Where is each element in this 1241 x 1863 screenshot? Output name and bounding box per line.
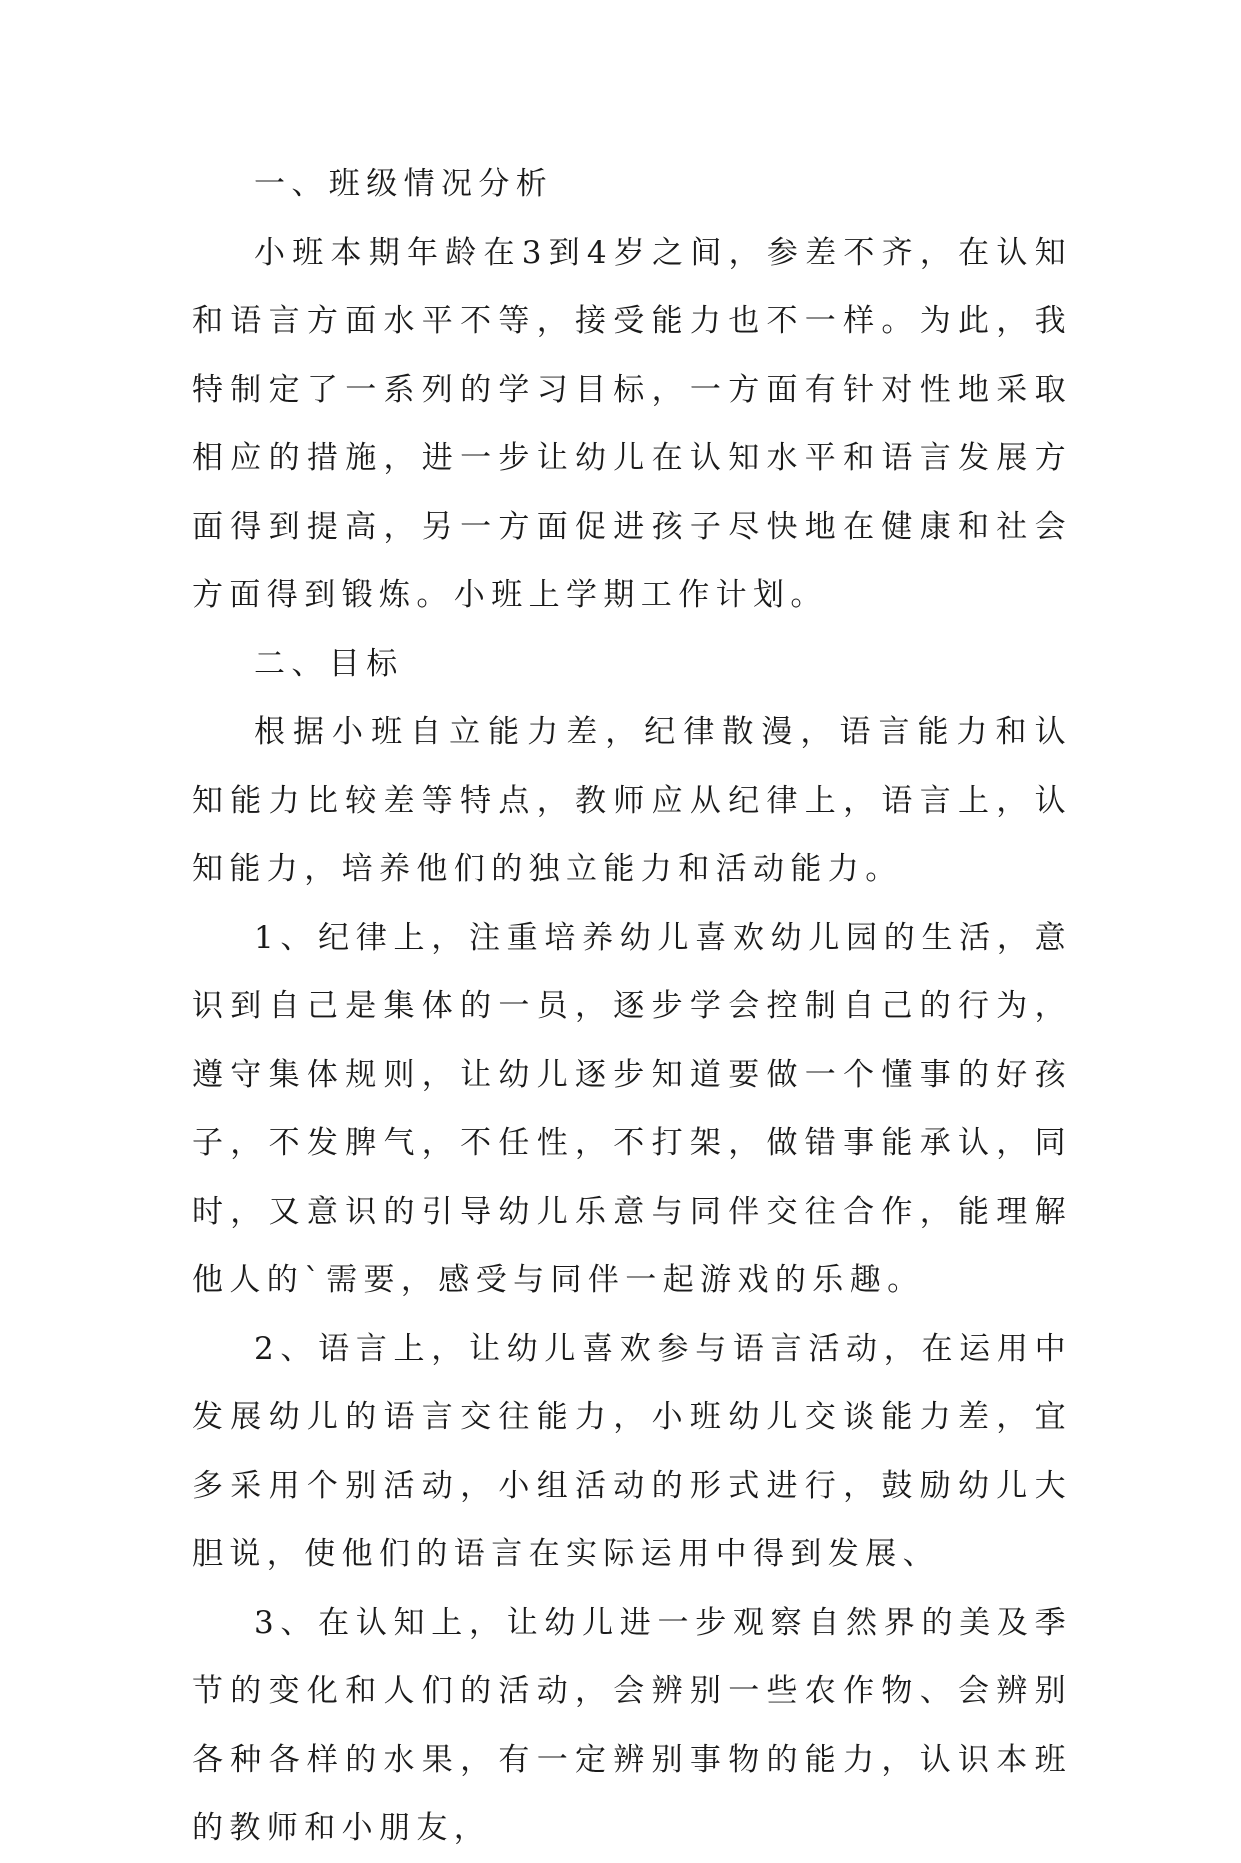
section-heading-goals: 二、目标 [254, 645, 404, 682]
paragraph-class-analysis: 小班本期年龄在3到4岁之间，参差不齐，在认知和语言方面水平不等，接受能力也不一样。为此，我特制定了一系列的学习目标，一方面有针对性地采取相应的措施，进一步让幼儿在认知水平和语言发展方面得到提高，另一方面促进孩子尽快地在健康和社会方面得到锻炼。小班上学期工作计划。 [192, 234, 1072, 613]
section-heading-class-analysis: 一、班级情况分析 [254, 166, 554, 202]
document-body [192, 150, 1072, 1863]
paragraph-goal-discipline: 1、纪律上，注重培养幼儿喜欢幼儿园的生活，意识到自己是集体的一员，逐步学会控制自己的行为，遵守集体规则，让幼儿逐步知道要做一个懂事的好孩子，不发脾气，不任性，不打架，做错事能承认，同时，又意识的引导幼儿乐意与同伴交往合作，能理解他人的`需要，感受与同伴一起游戏的乐趣。 [192, 919, 1072, 1298]
paragraph-goal-cognition: 3、在认知上，让幼儿进一步观察自然界的美及季节的变化和人们的活动，会辨别一些农作物、会辨别各种各样的水果，有一定辨别事物的能力，认识本班的教师和小朋友， [192, 1604, 1072, 1846]
paragraph-goal-language: 2、语言上，让幼儿喜欢参与语言活动，在运用中发展幼儿的语言交往能力，小班幼儿交谈能力差，宜多采用个别活动，小组活动的形式进行，鼓励幼儿大胆说，使他们的语言在实际运用中得到发展、 [192, 1330, 1072, 1572]
paragraph-goals-intro: 根据小班自立能力差，纪律散漫，语言能力和认知能力比较差等特点，教师应从纪律上，语言上，认知能力，培养他们的独立能力和活动能力。 [192, 714, 1072, 887]
